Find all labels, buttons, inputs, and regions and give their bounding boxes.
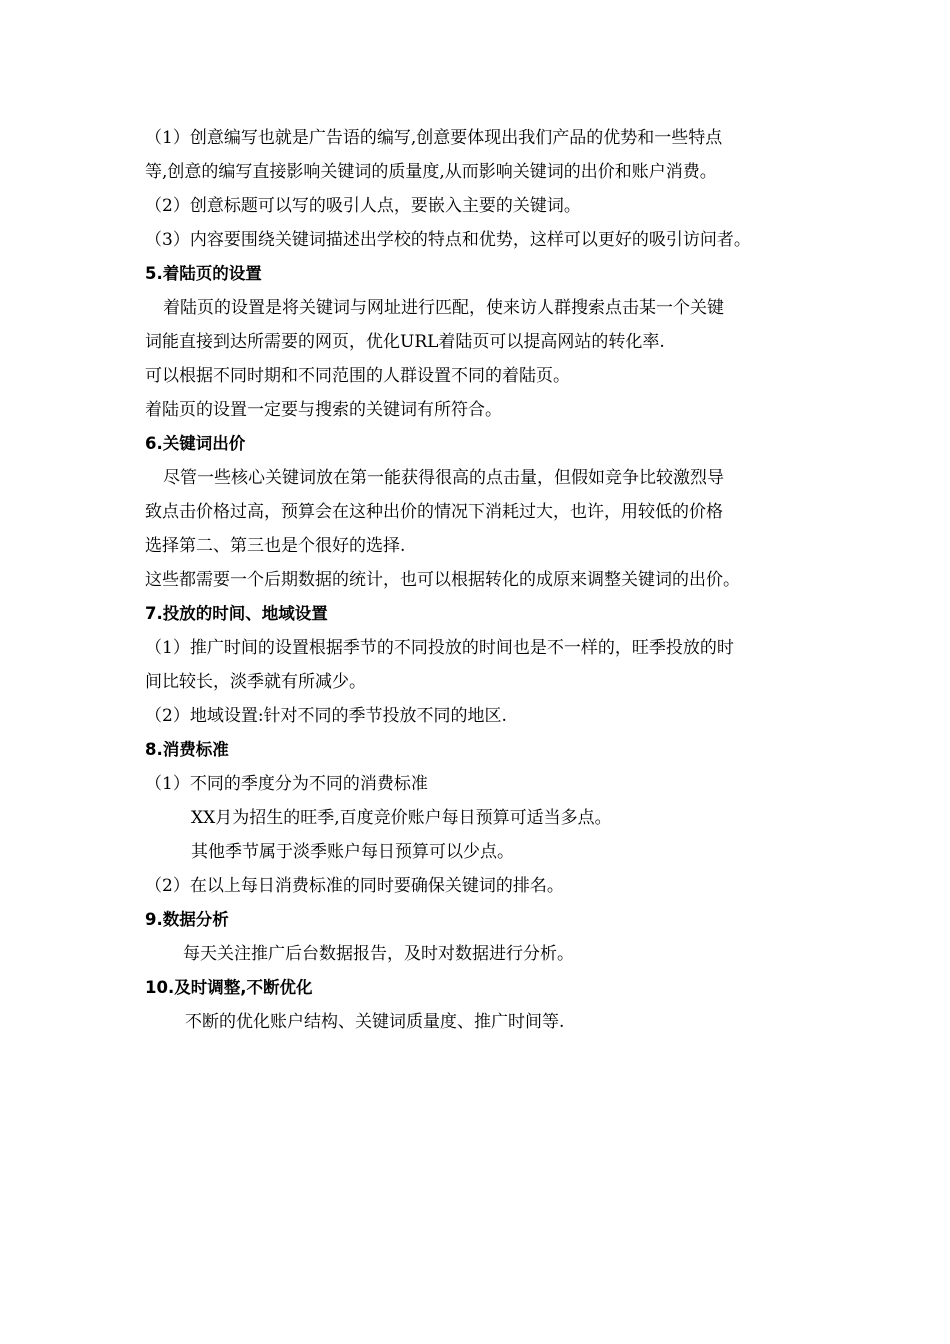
paragraph-line: 致点击价格过高，预算会在这种出价的情况下消耗过大，也许，用较低的价格 xyxy=(145,502,723,522)
section-heading: 6.关键词出价 xyxy=(145,434,246,453)
paragraph-line: 间比较长，淡季就有所减少。 xyxy=(145,672,366,692)
paragraph-line: 着陆页的设置是将关键词与网址进行匹配，使来访人群搜索点击某一个关键 xyxy=(163,298,724,318)
paragraph-line: 尽管一些核心关键词放在第一能获得很高的点击量，但假如竞争比较激烈导 xyxy=(163,468,724,488)
paragraph-line: 等,创意的编写直接影响关键词的质量度,从而影响关键词的出价和账户消费。 xyxy=(145,162,717,182)
section-heading: 10.及时调整,不断优化 xyxy=(145,978,313,997)
document-body xyxy=(145,121,825,1039)
paragraph-line: （2）地域设置:针对不同的季节投放不同的地区. xyxy=(145,706,507,726)
section-heading: 8.消费标准 xyxy=(145,740,229,759)
paragraph-line: 其他季节属于淡季账户每日预算可以少点。 xyxy=(191,842,514,862)
paragraph-line: （2）在以上每日消费标准的同时要确保关键词的排名。 xyxy=(145,876,564,896)
paragraph-line: 着陆页的设置一定要与搜索的关键词有所符合。 xyxy=(145,400,502,420)
paragraph-line: （1）推广时间的设置根据季节的不同投放的时间也是不一样的，旺季投放的时 xyxy=(145,638,734,658)
paragraph-line: 词能直接到达所需要的网页，优化URL着陆页可以提高网站的转化率. xyxy=(145,332,665,352)
paragraph-line: 不断的优化账户结构、关键词质量度、推广时间等. xyxy=(185,1012,565,1032)
paragraph-line: 这些都需要一个后期数据的统计，也可以根据转化的成原来调整关键词的出价。 xyxy=(145,570,740,590)
paragraph-line: 可以根据不同时期和不同范围的人群设置不同的着陆页。 xyxy=(145,366,570,386)
paragraph-line: （1）不同的季度分为不同的消费标准 xyxy=(145,774,428,794)
paragraph-line: 选择第二、第三也是个很好的选择. xyxy=(145,536,406,556)
paragraph-line: XX月为招生的旺季,百度竞价账户每日预算可适当多点。 xyxy=(191,808,612,828)
paragraph-line: （3）内容要围绕关键词描述出学校的特点和优势，这样可以更好的吸引访问者。 xyxy=(145,230,751,250)
paragraph-line: 每天关注推广后台数据报告，及时对数据进行分析。 xyxy=(183,944,574,964)
section-heading: 7.投放的时间、地域设置 xyxy=(145,604,328,623)
paragraph-line: （2）创意标题可以写的吸引人点，要嵌入主要的关键词。 xyxy=(145,196,581,216)
section-heading: 5.着陆页的设置 xyxy=(145,264,262,283)
paragraph-line: （1）创意编写也就是广告语的编写,创意要体现出我们产品的优势和一些特点 xyxy=(145,128,723,148)
section-heading: 9.数据分析 xyxy=(145,910,229,929)
